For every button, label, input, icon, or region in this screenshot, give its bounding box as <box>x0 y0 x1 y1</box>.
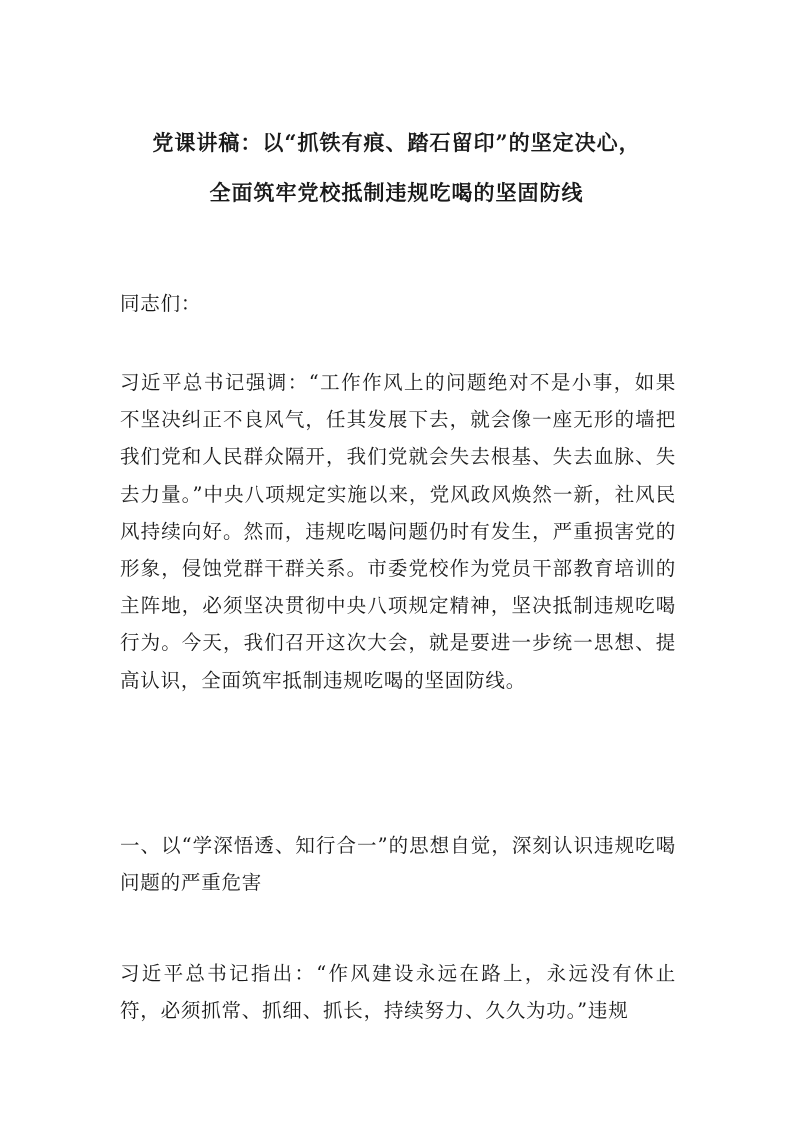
body-paragraph-2: 习近平总书记指出：“作风建设永远在路上，永远没有休止符，必须抓常、抓细、抓长，持续努力、久久为功。”违规 <box>120 962 676 1023</box>
document-title-line-2: 全面筑牢党校抵制违规吃喝的坚固防线 <box>209 180 584 205</box>
section-heading-1: 一、以“学深悟透、知行合一”的思想自觉，深刻认识违规吃喝问题的严重危害 <box>120 834 676 895</box>
body-paragraph-1: 习近平总书记强调：“工作作风上的问题绝对不是小事，如果不坚决纠正不良风气，任其发展下去，就会像一座无形的墙把我们党和人民群众隔开，我们党就会失去根基、失去血脉、失去力量。”中央八项规定实施以来，党风政风焕然一新，社风民风持续向好。然而，违规吃喝问题仍时有发生，严重损害党的形象，侵蚀党群干群关系。市委党校作为党员干部教育培训的主阵地，必须坚决贯彻中央八项规定精神，坚决抵制违规吃喝行为。今天，我们召开这次大会，就是要进一步统一思想、提高认识，全面筑牢抵制违规吃喝的坚固防线。 <box>120 371 676 692</box>
document-title-line-1: 党课讲稿：以“抓铁有痕、踏石留印”的坚定决心， <box>152 130 641 155</box>
salutation: 同志们： <box>120 292 202 315</box>
